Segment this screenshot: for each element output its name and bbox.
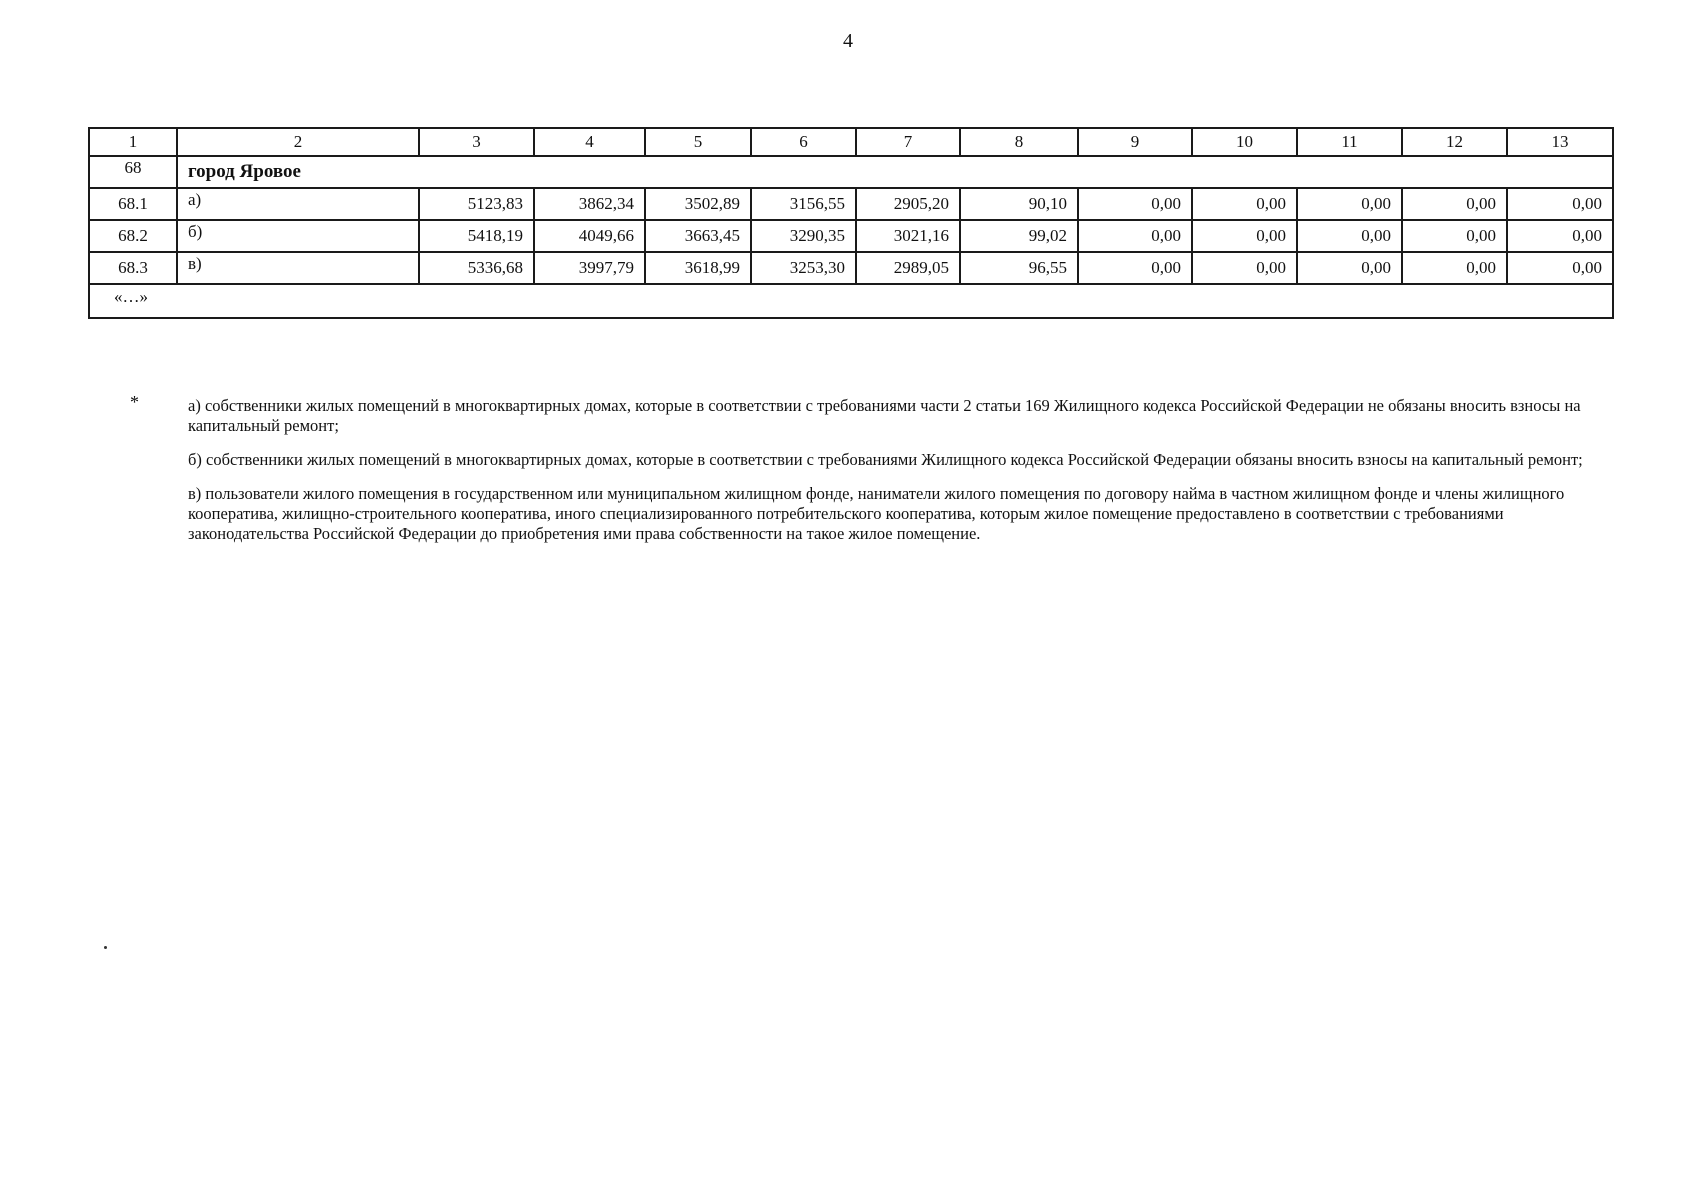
table-cell: 3156,55 [751,188,856,220]
table-cell: 3663,45 [645,220,751,252]
scan-speck [104,946,107,949]
row-category: а) [177,188,419,220]
table-cell: 2905,20 [856,188,960,220]
tariff-table [88,127,1614,319]
continuation-mark: «…» [89,284,1613,318]
footnote-marker: * [130,392,139,412]
column-number: 8 [960,128,1078,156]
column-number: 4 [534,128,645,156]
table-cell: 0,00 [1507,252,1613,284]
continuation-row [89,284,1613,318]
column-number: 7 [856,128,960,156]
table-cell: 3862,34 [534,188,645,220]
table-cell: 0,00 [1078,252,1192,284]
table-cell: 3253,30 [751,252,856,284]
column-number-row [89,128,1613,156]
column-number: 1 [89,128,177,156]
table-cell: 2989,05 [856,252,960,284]
footnote-b: б) собственники жилых помещений в многоквартирных домах, которые в соответствии с требованиями Жилищного кодекса Российской Федерации обязаны вносить взносы на капитальный ремонт; [188,450,1583,469]
table-cell: 0,00 [1078,188,1192,220]
table-cell: 0,00 [1078,220,1192,252]
column-number: 6 [751,128,856,156]
table-cell: 0,00 [1402,220,1507,252]
column-number: 13 [1507,128,1613,156]
column-number: 12 [1402,128,1507,156]
table-row [89,188,1613,220]
table-cell: 4049,66 [534,220,645,252]
table-row [89,252,1613,284]
column-number: 11 [1297,128,1402,156]
table-cell: 0,00 [1297,220,1402,252]
footnote-c: в) пользователи жилого помещения в государственном или муниципальном жилищном фонде, наниматели жилого помещения по договору найма в частном жилищном фонде и члены жилищного кооператива, жилищно-строительного кооператива, иного специализированного потребительского кооператива, которым жилое помещение предоставлено в соответствии с требованиями законодательства Российской Федерации до приобретения ими права собственности на такое жилое помещение. [188,484,1565,543]
table-cell: 90,10 [960,188,1078,220]
table-cell: 0,00 [1402,252,1507,284]
table-cell: 0,00 [1297,188,1402,220]
table-cell: 5418,19 [419,220,534,252]
table-cell: 0,00 [1192,252,1297,284]
column-number: 10 [1192,128,1297,156]
table-cell: 5336,68 [419,252,534,284]
row-category: б) [177,220,419,252]
table-cell: 3502,89 [645,188,751,220]
table-cell: 99,02 [960,220,1078,252]
column-number: 9 [1078,128,1192,156]
table-cell: 0,00 [1402,188,1507,220]
column-number: 2 [177,128,419,156]
table-cell: 3997,79 [534,252,645,284]
column-number: 3 [419,128,534,156]
table-cell: 96,55 [960,252,1078,284]
table-row [89,220,1613,252]
footnotes [130,392,1600,558]
table-cell: 5123,83 [419,188,534,220]
row-code: 68.2 [89,220,177,252]
page-number: 4 [843,30,853,52]
table-cell: 3290,35 [751,220,856,252]
row-code: 68.3 [89,252,177,284]
row-code: 68.1 [89,188,177,220]
group-name: город Яровое [177,156,1613,188]
row-category: в) [177,252,419,284]
table-cell: 0,00 [1192,220,1297,252]
group-row [89,156,1613,188]
footnote-a: а) собственники жилых помещений в многоквартирных домах, которые в соответствии с требованиями части 2 статьи 169 Жилищного кодекса Российской Федерации не обязаны вносить взносы на капитальный ремонт; [188,396,1581,435]
table-cell: 0,00 [1507,220,1613,252]
column-number: 5 [645,128,751,156]
table-cell: 0,00 [1297,252,1402,284]
table-cell: 0,00 [1192,188,1297,220]
table-cell: 3021,16 [856,220,960,252]
group-code: 68 [89,156,177,188]
table-cell: 0,00 [1507,188,1613,220]
table-cell: 3618,99 [645,252,751,284]
